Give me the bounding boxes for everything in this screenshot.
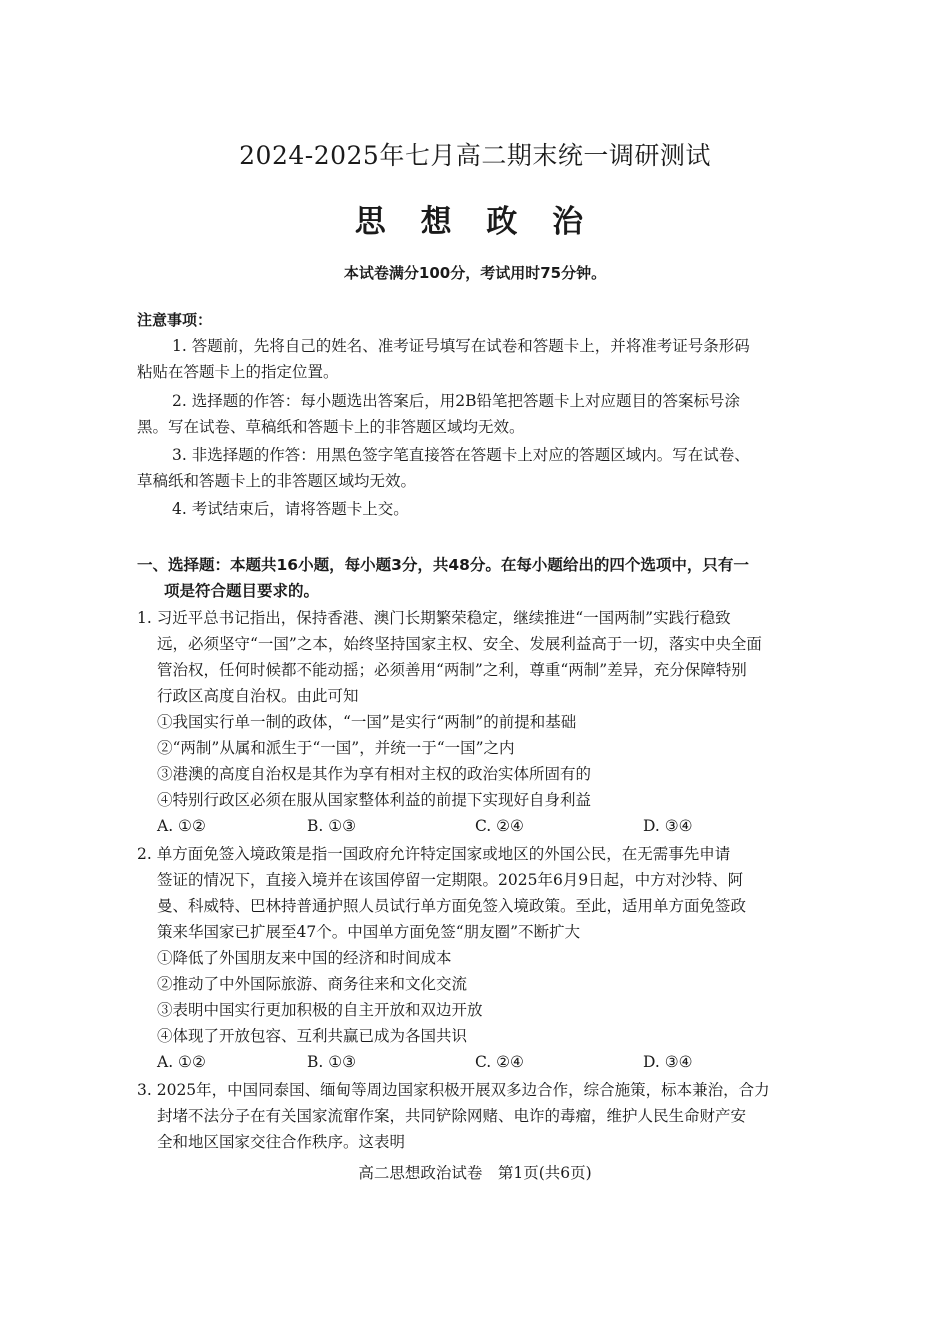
question-2-stem: 2. 单方面免签入境政策是指一国政府允许特定国家或地区的外国公民，在无需事先申请 xyxy=(137,845,731,863)
question-2-item: ①降低了外国朋友来中国的经济和时间成本 xyxy=(157,949,452,967)
exam-info: 本试卷满分100分，考试用时75分钟。 xyxy=(343,264,607,282)
question-1-item: ①我国实行单一制的政体，“一国”是实行“两制”的前提和基础 xyxy=(157,713,577,731)
option-a: A. ①② xyxy=(157,1053,206,1071)
question-2-stem: 曼、科威特、巴林持普通护照人员试行单方面免签入境政策。至此，适用单方面免签政 xyxy=(157,897,747,915)
note-line: 1. 答题前，先将自己的姓名、准考证号填写在试卷和答题卡上，并将准考证号条形码 xyxy=(172,337,750,355)
question-3-stem: 封堵不法分子在有关国家流窜作案，共同铲除网赌、电诈的毒瘤，维护人民生命财产安 xyxy=(157,1107,747,1125)
question-3-stem: 全和地区国家交往合作秩序。这表明 xyxy=(157,1133,406,1151)
section-heading-cont: 项是符合题目要求的。 xyxy=(164,582,320,600)
question-1-item: ④特别行政区必须在服从国家整体利益的前提下实现好自身利益 xyxy=(157,791,592,809)
note-line: 2. 选择题的作答：每小题选出答案后，用2B铅笔把答题卡上对应题目的答案标号涂 xyxy=(172,392,740,410)
question-2-stem: 签证的情况下，直接入境并在该国停留一定期限。2025年6月9日起，中方对沙特、阿 xyxy=(157,871,744,889)
section-heading: 一、选择题：本题共16小题，每小题3分，共48分。在每小题给出的四个选项中，只有一 xyxy=(137,556,749,574)
page-footer: 高二思想政治试卷 第1页(共6页) xyxy=(358,1164,592,1182)
question-2-item: ③表明中国实行更加积极的自主开放和双边开放 xyxy=(157,1001,483,1019)
question-2-stem: 策来华国家已扩展至47个。中国单方面免签“朋友圈”不断扩大 xyxy=(157,923,581,941)
option-b: B. ①③ xyxy=(307,817,357,835)
question-1-stem: 1. 习近平总书记指出，保持香港、澳门长期繁荣稳定，继续推进“一国两制”实践行稳致 xyxy=(137,609,731,627)
option-b: B. ①③ xyxy=(307,1053,357,1071)
note-line: 黑。写在试卷、草稿纸和答题卡上的非答题区域均无效。 xyxy=(137,418,525,436)
question-1-stem: 管治权，任何时候都不能动摇；必须善用“两制”之利，尊重“两制”差异，充分保障特别 xyxy=(157,661,747,679)
question-1-item: ③港澳的高度自治权是其作为享有相对主权的政治实体所固有的 xyxy=(157,765,592,783)
note-line: 粘贴在答题卡上的指定位置。 xyxy=(137,363,339,381)
note-line: 4. 考试结束后，请将答题卡上交。 xyxy=(172,500,409,518)
question-1-stem: 远，必须坚守“一国”之本，始终坚持国家主权、安全、发展利益高于一切，落实中央全面 xyxy=(157,635,762,653)
question-1-item: ②“两制”从属和派生于“一国”，并统一于“一国”之内 xyxy=(157,739,515,757)
option-a: A. ①② xyxy=(157,817,206,835)
note-line: 草稿纸和答题卡上的非答题区域均无效。 xyxy=(137,472,417,490)
option-d: D. ③④ xyxy=(643,1053,693,1071)
question-2-item: ②推动了中外国际旅游、商务往来和文化交流 xyxy=(157,975,468,993)
subject-title: 思 想 政 治 xyxy=(354,204,596,240)
question-2-item: ④体现了开放包容、互利共赢已成为各国共识 xyxy=(157,1027,468,1045)
question-3-stem: 3. 2025年，中国同泰国、缅甸等周边国家积极开展双多边合作，综合施策，标本兼治，合力 xyxy=(137,1081,770,1099)
exam-title: 2024-2025年七月高二期末统一调研测试 xyxy=(239,141,711,170)
option-d: D. ③④ xyxy=(643,817,693,835)
notes-heading: 注意事项： xyxy=(137,311,213,329)
option-c: C. ②④ xyxy=(475,1053,524,1071)
question-1-stem: 行政区高度自治权。由此可知 xyxy=(157,687,359,705)
note-line: 3. 非选择题的作答：用黑色签字笔直接答在答题卡上对应的答题区域内。写在试卷、 xyxy=(172,446,750,464)
option-c: C. ②④ xyxy=(475,817,524,835)
